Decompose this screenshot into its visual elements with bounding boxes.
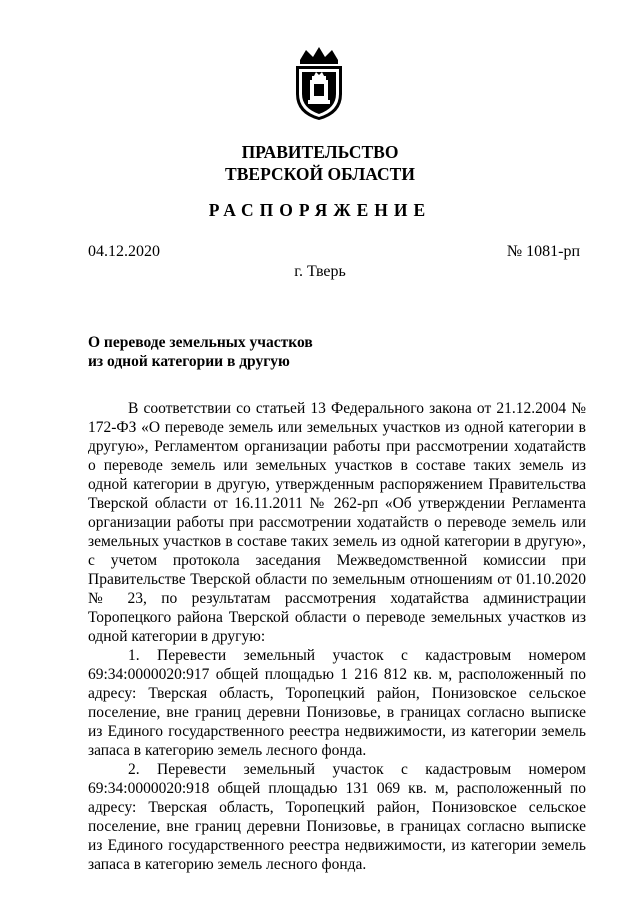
coat-of-arms-icon: [286, 44, 352, 122]
subject-line1: О переводе земельных участков: [88, 334, 313, 351]
document-date: 04.12.2020: [88, 243, 160, 260]
body-intro-paragraph: В соответствии со статьей 13 Федерального закона от 21.12.2004 № 172-ФЗ «О переводе земель или земельных участков из одной категории в другую», Регламентом организации работы при рассмотрении ходатайств о переводе земель или земельных участков в составе таких земель из одной категории в другую, утвержденным распоряжением Правительства Тверской области от 16.11.2011 № 262-рп «Об утверждении Регламента организации работы при рассмотрении ходатайств о переводе земель или земельных участков в составе таких земель из одной категории в другую», с учетом протокола заседания Межведомственной комиссии при Правительстве Тверской области по земельным отношениям от 01.10.2020 № 23, по результатам рассмотрения ходатайства администрации Торопецкого района Тверской области о переводе земельных участков из одной категории в другую:: [88, 400, 586, 645]
document-type-title: РАСПОРЯЖЕНИЕ: [208, 200, 432, 220]
org-name-line2: ТВЕРСКОЙ ОБЛАСТИ: [225, 164, 415, 184]
document-city: г. Тверь: [294, 263, 346, 280]
body-item-1: 1. Перевести земельный участок с кадастровым номером 69:34:0000020:917 общей площадью 1 216 812 кв. м, расположенный по адресу: Тверская область, Торопецкий район, Понизовское сельское поселение, вне границ деревни Понизовье, в границах согласно выписке из Единого государственного реестра недвижимости, из категории земель запаса в категорию земель лесного фонда.: [88, 647, 586, 759]
org-name-line1: ПРАВИТЕЛЬСТВО: [241, 142, 399, 162]
document-body: [88, 399, 586, 874]
body-item-2: 2. Перевести земельный участок с кадастровым номером 69:34:0000020:918 общей площадью 131 069 кв. м, расположенный по адресу: Тверская область, Торопецкий район, Понизовское сельское поселение, вне границ деревни Понизовье, в границах согласно выписке из Единого государственного реестра недвижимости, из категории земель запаса в категорию земель лесного фонда.: [88, 761, 586, 873]
document-number: № 1081-рп: [506, 243, 580, 260]
subject-line2: из одной категории в другую: [88, 353, 290, 370]
document-subject: [88, 333, 313, 371]
